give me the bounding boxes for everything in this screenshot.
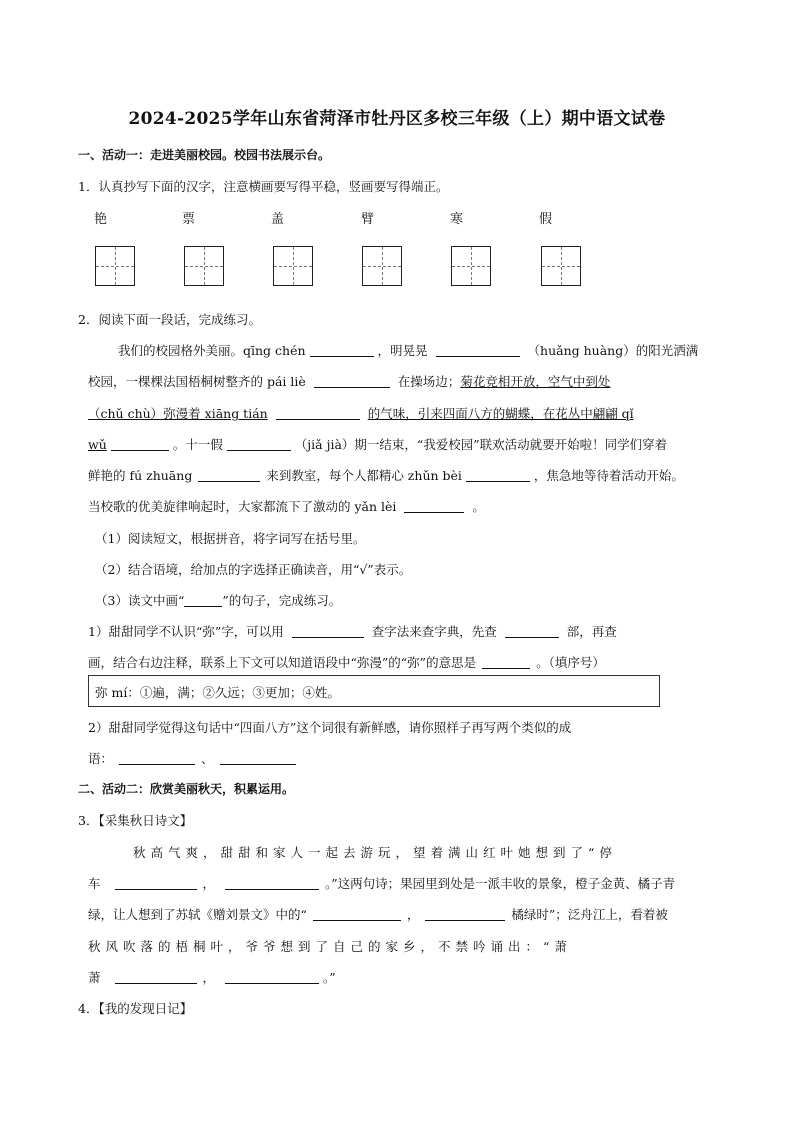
answer-blank[interactable] [227,436,291,451]
writing-grid-box[interactable] [451,246,491,286]
poem-line-2: 车 ， 。”这两句诗；果园里到处是一派丰收的景象，橙子金黄、橘子青 [88,876,676,891]
char-label: 假 [539,212,553,227]
answer-blank[interactable] [482,654,530,669]
answer-blank[interactable] [310,342,374,357]
answer-blank[interactable] [425,906,505,921]
passage-line-5: 鲜艳的 fú zhuāng 来到教室，每个人都精心 zhǔn bèi ，焦急地等待着活动开始。 [88,468,684,483]
answer-blank[interactable] [119,750,195,765]
passage-line-6: 当校歌的优美旋律响起时，大家都流下了激动的 yǎn lèi 。 [88,499,485,514]
answer-blank[interactable] [505,623,559,638]
question-3: 3．【采集秋日诗文】 [78,813,193,828]
answer-blank[interactable] [314,373,390,388]
char-label: 艳 [94,212,108,227]
poem-line-4: 秋风吹落的梧桐叶，爷爷想到了自己的家乡，不禁吟诵出：“萧 [88,939,572,954]
question-4: 4．【我的发现日记】 [78,1001,193,1016]
writing-grid-box[interactable] [184,246,224,286]
char-label: 票 [182,212,196,227]
passage-line-2: 校园，一棵棵法国梧桐树整齐的 pái liè 在操场边；菊花竞相开放，空气中到处 [88,374,611,389]
answer-blank[interactable] [313,906,401,921]
question-2: 2．阅读下面一段话，完成练习。 [78,312,261,327]
answer-blank[interactable] [225,875,319,890]
definition-note-box: 弥 mí：①遍，满；②久远；③更加；④姓。 [88,675,660,707]
practice-1-line-2: 画，结合右边注释，联系上下文可以知道语段中“弥漫”的“弥”的意思是 。（填序号） [88,655,605,670]
sub-question-1: （1）阅读短文，根据拼音，将字词写在括号里。 [95,531,366,546]
practice-2-line-1: 2）甜甜同学觉得这句话中“四面八方”这个词很有新鲜感，请你照样子再写两个类似的成 [88,720,572,735]
answer-blank[interactable] [292,623,364,638]
page-title: 2024-2025学年山东省菏泽市牡丹区多校三年级（上）期中语文试卷 [128,109,666,129]
passage-line-3: （chǔ chù）弥漫着 xiāng tián 的气味，引来四面八方的蝴蝶，在花丛中翩翩 qǐ [88,406,634,421]
section-1-heading: 一、活动一：走进美丽校园。校园书法展示台。 [78,148,331,162]
answer-blank[interactable] [198,467,260,482]
answer-blank[interactable] [225,969,319,984]
answer-blank[interactable] [111,436,169,451]
answer-blank[interactable] [276,405,360,420]
passage-line-1: 我们的校园格外美丽。qīng chén ，明晃晃 （huǎng huàng）的阳光洒满 [118,343,699,358]
question-1: 1．认真抄写下面的汉字，注意横画要写得平稳，竖画要写得端正。 [78,179,449,194]
passage-line-4: wǔ 。十一假 （jiǎ jià）期一结束，“我爱校园”联欢活动就要开始啦！同学们穿着 [88,437,668,452]
poem-line-1: 秋高气爽，甜甜和家人一起去游玩，望着满山红叶她想到了“停 [133,845,617,860]
underline-mark [184,592,222,607]
answer-blank[interactable] [220,750,296,765]
answer-blank[interactable] [404,498,464,513]
writing-grid-box[interactable] [95,246,135,286]
practice-1-line-1: 1）甜甜同学不认识“弥”字，可以用 查字法来查字典，先查 部，再查 [88,624,617,639]
char-label: 盖 [271,212,285,227]
answer-blank[interactable] [466,467,530,482]
poem-line-5: 萧 ， 。” [88,970,336,985]
underlined-sentence: 菊花竞相开放，空气中到处 [460,374,611,389]
writing-grid-box[interactable] [273,246,313,286]
practice-2-line-2: 语： 、 [88,749,302,767]
poem-line-3: 绿，让人想到了苏轼《赠刘景文》中的“ ， 橘绿时”；泛舟江上，看着被 [88,907,668,922]
writing-grid-box[interactable] [541,246,581,286]
answer-blank[interactable] [115,969,197,984]
section-2-heading: 二、活动二：欣赏美丽秋天，积累运用。 [78,782,295,796]
writing-grid-box[interactable] [362,246,402,286]
sub-question-2: （2）结合语境，给加点的字选择正确读音，用“√”表示。 [95,562,412,577]
answer-blank[interactable] [115,875,197,890]
answer-blank[interactable] [436,342,520,357]
sub-question-3: （3）读文中画“ ”的句子，完成练习。 [95,593,342,608]
char-label: 臂 [361,212,375,227]
char-label: 寒 [450,212,464,227]
